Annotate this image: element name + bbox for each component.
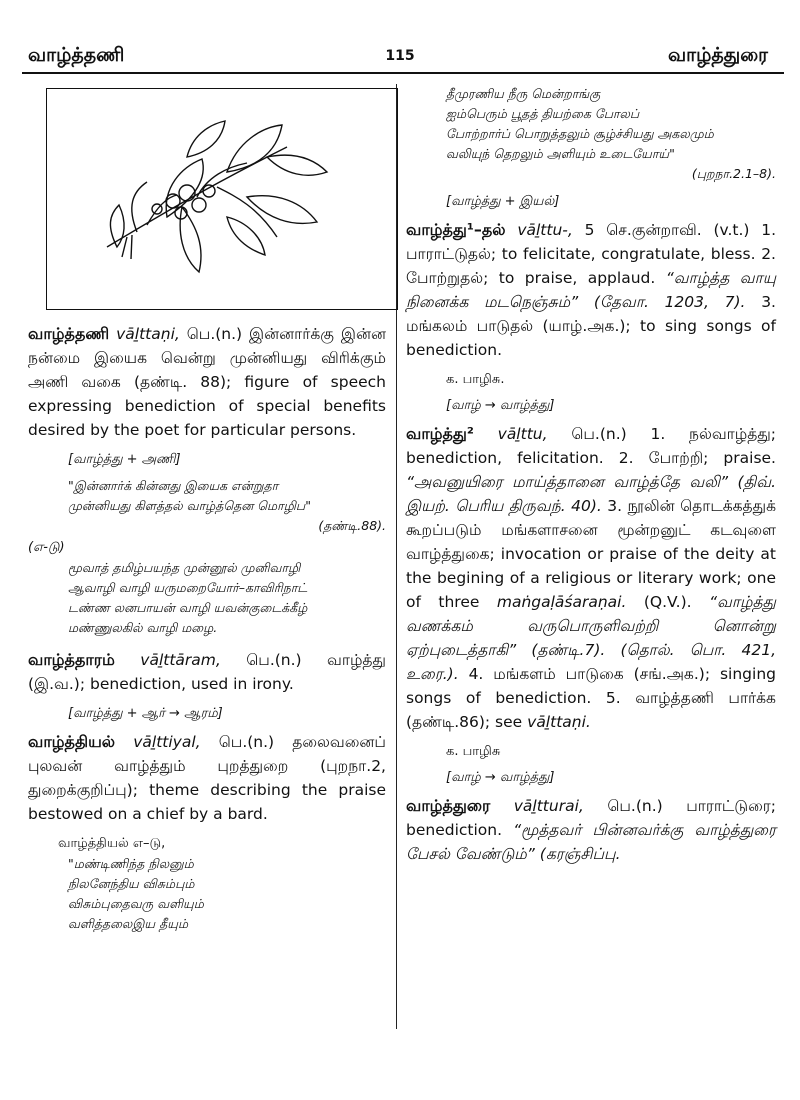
verse-line: நிலனேந்திய விசும்பும்: [68, 876, 195, 891]
etymology: [வாழ் → வாழ்த்து]: [446, 770, 555, 785]
left-column: [28, 84, 386, 934]
sense-1: 1. பாராட்டுதல்; to felicitate, congratulate, bless.: [406, 221, 776, 263]
entry-vazhttani: [28, 322, 386, 442]
headword: வாழ்த்து²: [406, 424, 474, 443]
example-label: (எ-டு): [28, 540, 65, 555]
quote-reference: (தேவா. 1203, 7).: [593, 293, 746, 311]
etymology: [வாழ்த்து + அணி]: [68, 452, 181, 467]
part-of-speech: பெ.(n.): [246, 651, 302, 669]
part-of-speech: பெ.(n.): [607, 797, 663, 815]
example-verse: [28, 558, 386, 638]
page-header: [0, 0, 800, 70]
entry-vazhtturai: [406, 794, 776, 866]
part-of-speech: பெ.(n.): [186, 325, 243, 343]
transliteration: vāḻttu,: [497, 425, 548, 443]
definition-tamil: தலைவனைப் புலவன் வாழ்த்தும் புறத்துறை (புறநா.2, துறைக்குறிப்பு);: [28, 733, 386, 799]
transliteration: vāḻttaṇi,: [116, 325, 180, 343]
headword: வாழ்த்தணி: [28, 324, 110, 343]
part-of-speech: பெ.(n.): [571, 425, 627, 443]
transliteration: vāḻttiyal,: [133, 733, 201, 751]
grammar-label: 5 செ.குன்றாவி. (v.t.): [584, 221, 750, 239]
headword: வாழ்த்தியல்: [28, 732, 116, 751]
part-of-speech: பெ.(n.): [218, 733, 275, 751]
verse-line: "மண்டிணிந்த நிலனும்: [68, 856, 194, 871]
headword: வாழ்த்துரை: [406, 796, 491, 815]
guide-word-left: வாழ்த்தணி: [28, 44, 125, 66]
quote-line: முன்னியது கிளத்தல் வாழ்த்தென மொழிப": [68, 498, 311, 513]
definition-tamil: இன்னார்க்கு இன்ன நன்மை இயைக வென்று முன்னியது விரிக்கும் அணி வகை (தண்டி. 88);: [28, 325, 387, 391]
guide-word-right: வாழ்த்துரை: [667, 44, 768, 66]
definition: வாழ்த்து (இ.வ.); benediction, used in irony.: [28, 651, 386, 693]
header-rule: [22, 72, 784, 74]
entry-vazhttu-noun: [406, 422, 776, 734]
definition-english: figure of speech expressing benediction of special benefits desired by the poet for particular persons.: [28, 373, 386, 439]
cross-reference-term: vāḻttaṇi.: [527, 713, 591, 731]
definition: பாராட்டுரை; benediction.: [406, 797, 776, 839]
quotation: “வாழ்த்த வாயு நினைக்க மடநெஞ்சும்”: [406, 269, 777, 311]
verse-line: போற்றார்ப் பொறுத்தலும் சூழ்ச்சியது அகலமும்: [446, 126, 714, 141]
illustration-frame: [46, 88, 398, 310]
quotation: “மூத்தவர் பின்னவர்க்கு வாழ்த்துரை பேசல் வேண்டும்”: [406, 821, 776, 863]
page-number: 115: [385, 48, 415, 64]
right-column: [406, 84, 776, 866]
verse-line: வலியுந் தெறலும் அளியும் உடையோய்": [446, 146, 675, 161]
headword: வாழ்த்தாரம்: [28, 650, 115, 669]
quotation: “வாழ்த்து வணக்கம் வருபொருளிவற்றி னொன்று ஏற்புடைத்தாகி”: [406, 593, 776, 659]
example-label: வாழ்த்தியல் எ–டு,: [58, 836, 166, 851]
verse-line: தீமுரணிய நீரு மென்றாங்கு: [446, 86, 601, 101]
qv-label: (Q.V.).: [643, 593, 692, 611]
sense-2: 2. போற்றுதல்; to praise, applaud.: [406, 245, 776, 287]
continued-verse: [406, 84, 776, 184]
cognate: க. பாழிசு.: [446, 372, 505, 387]
example-verse: [28, 854, 386, 934]
sense-2: 2. போற்றி; praise.: [618, 449, 776, 467]
headword: வாழ்த்து¹–தல்: [406, 220, 506, 239]
sense-3: 3. மங்கலம் பாடுதல் (யாழ்.அக.); to sing songs of benediction.: [406, 293, 776, 359]
verse-line: வளித்தலைஇய தீயும்: [68, 916, 189, 931]
entry-vazhttiyal: [28, 730, 386, 826]
entry-vazhttu-verb: [406, 218, 776, 362]
cross-reference-term: maṅgaḷāśaraṇai.: [496, 593, 627, 611]
verse-line: மூவாத் தமிழ்பயந்த முன்னூல் முனிவாழி: [68, 560, 301, 575]
transliteration: vāḻtturai,: [513, 797, 584, 815]
quote-reference: (திவ். இயற். பெரிய திருவந். 40).: [406, 473, 776, 515]
quotation: “அவனுயிரை மாய்த்தானை வாழ்த்தே வலி”: [406, 473, 729, 491]
sense-1: 1. நல்வாழ்த்து; benediction, felicitation.: [406, 425, 776, 467]
quote-reference: (தண்டி.7). (தொல். பொ. 421, உரை.).: [406, 641, 776, 683]
quote-reference: (தண்டி.88).: [318, 518, 386, 533]
etymology: [வாழ் → வாழ்த்து]: [446, 398, 555, 413]
sense-5: 5. வாழ்த்தணி பார்க்க (தண்டி.86); see: [406, 689, 776, 731]
transliteration: vāḻttu-,: [517, 221, 573, 239]
sense-3: 3. நூலின் தொடக்கத்துக் கூறப்படும் மங்களாசனை மூன்றனுட் கடவுளை வாழ்த்துகை; invocation or praise of the deity at the begining of a religious or literary work; one of three: [406, 497, 776, 611]
verse-line: மண்ணுலகில் வாழி மழை.: [68, 620, 218, 635]
entry-vazhttaram: [28, 648, 386, 696]
etymology: [வாழ்த்து + ஆர் → ஆரம்]: [68, 706, 223, 721]
verse-line: விசும்புதைவரு வளியும்: [68, 896, 204, 911]
quote-reference: (புறநா.2.1–8).: [691, 166, 776, 181]
verse-line: ஐம்பெரும் பூதத் தியற்கை போலப்: [446, 106, 640, 121]
transliteration: vāḻttāram,: [140, 651, 221, 669]
quotation: [28, 476, 386, 536]
cognate: க. பாழிசு: [446, 744, 501, 759]
etymology: [வாழ்த்து + இயல்]: [446, 194, 560, 209]
definition-english: theme describing the praise bestowed on a chief by a bard.: [28, 781, 386, 823]
verse-line: டண்ண லனபாயன் வாழி யவன்குடைக்கீழ்: [68, 600, 308, 615]
verse-line: ஆவாழி வாழி யருமறையோர்–காவிரிநாட்: [68, 580, 308, 595]
leafy-branch-illustration: [87, 97, 347, 297]
quote-reference: (கரஞ்சிப்பு.: [539, 845, 621, 863]
sense-4: 4. மங்களம் பாடுகை (சங்.அக.); singing songs of benediction.: [406, 665, 776, 707]
quote-line: "இன்னார்க் கின்னது இயைக என்றுதா: [68, 478, 279, 493]
